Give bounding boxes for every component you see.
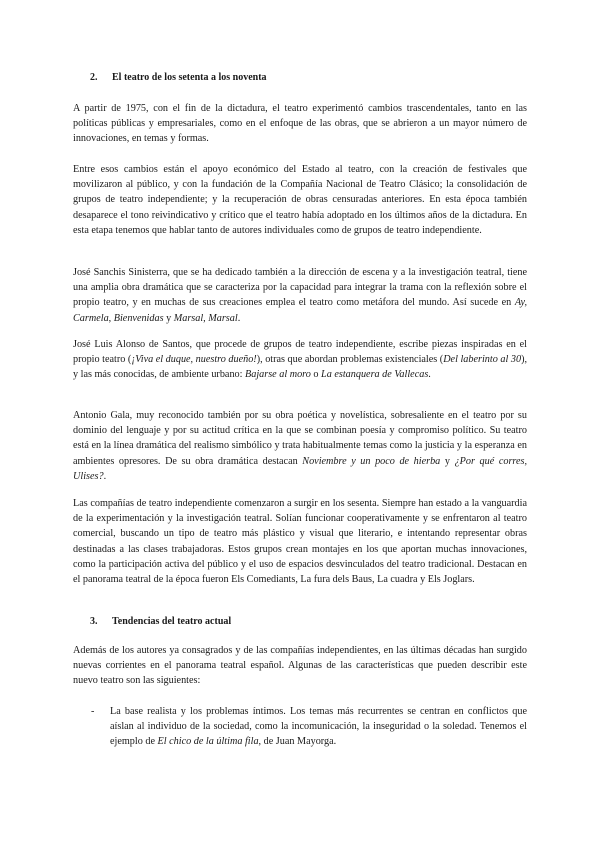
separator: y <box>163 312 174 324</box>
paragraph-3 <box>73 265 527 326</box>
separator: . <box>237 312 241 324</box>
section-3-number: 3. <box>90 616 98 627</box>
list-item-body: La base realista y los problemas íntimos. Los temas más recurrentes se centran en conflictos que aíslan al individuo de la sociedad, como la incomunicación, la inseguridad o la soledad. Tenemos el ejemplo de <box>110 706 527 748</box>
paragraph-7: Además de los autores ya consagrados y de las compañías independientes, en las últimas décadas han surgido nuevas corrientes en el panorama teatral español. Algunas de las características que pueden describir este nuevo teatro son las siguientes: <box>73 645 527 687</box>
section-2-number: 2. <box>90 72 98 83</box>
paragraph-1: A partir de 1975, con el fin de la dictadura, el teatro experimentó cambios trascendentales, tanto en las políticas públicas y empresariales, como en el enfoque de las obras, que se abrieron a un mayor número de innovaciones, en temas y formas. <box>73 103 527 145</box>
work-title: Ay, Carmela <box>73 297 527 324</box>
paragraph-6: Las compañías de teatro independiente comenzaron a surgir en los sesenta. Siempre han estado a la vanguardia de la experimentación y la investigación teatral. Solían funcionar cooperativamente y se enfrentaron al teatro comercial, buscando un tipo de teatro más plástico y visual que literario, e intentando representar obras destinadas a las clases trabajadoras. Estos grupos crean montajes en los que aportan muchas innovaciones, como la participación activa del público y el uso de espacios desvinculados del teatro tradicional. Destacan en el panorama teatral de la época fueron Els Comediants, La fura dels Baus, La cuadra y Els Joglars. <box>73 498 527 586</box>
paragraph-5 <box>73 408 527 484</box>
list-item <box>73 704 527 750</box>
work-title: Marsal, Marsal <box>173 312 238 324</box>
work-title: La estanquera de Vallecas <box>321 369 429 381</box>
section-3-title: Tendencias del teatro actual <box>112 616 232 627</box>
work-title: Del laberinto al 30 <box>443 354 522 366</box>
work-title: El chico de la última fila <box>157 736 259 748</box>
work-title: ¿Por qué corres, Ulises? <box>73 455 528 482</box>
paragraph-4-text: José Luis Alonso de Santos, que procede de grupos de teatro independiente, escribe piezas inspiradas en el propio teatro ( <box>73 339 527 366</box>
paragraph-4 <box>73 337 527 383</box>
work-title: Bajarse al moro <box>245 369 311 381</box>
paragraph-4-text: o <box>310 369 322 381</box>
bullet-dash: - <box>91 706 95 717</box>
separator: y <box>440 455 455 467</box>
work-title: Noviembre y un poco de hierba <box>302 455 441 467</box>
section-2-title: El teatro de los setenta a los noventa <box>112 72 267 83</box>
section-2-heading <box>90 72 267 83</box>
list-item-end: , de Juan Mayorga. <box>258 736 337 748</box>
paragraph-5-text: Antonio Gala, muy reconocido también por su obra poética y novelística, sobresaliente en el teatro por su dominio del lenguaje y por su actitud crítica en la que se combinan poesía y compromiso político. Su teatro está en la línea dramática del realismo simbólico y trata habitualmente temas como la justicia y la esperanza en ambientes opresores. De su obra dramática destacan <box>73 410 527 467</box>
paragraph-2: Entre esos cambios están el apoyo económico del Estado al teatro, con la creación de festivales que movilizaron al público, y con la fundación de la Compañía Nacional de Teatro Clásico; la consolidación de grupos de teatro independiente; y la recuperación de obras censuradas anteriores. En esta época también desaparece el tono reivindicativo y crítico que el teatro había adoptado en los últimos años de la dictadura. En esta etapa tenemos que hablar tanto de autores individuales como de grupos de teatro independiente. <box>73 164 527 236</box>
paragraph-3-text: José Sanchis Sinisterra, que se ha dedicado también a la dirección de escena y a la investigación teatral, tiene una amplia obra dramática que se caracteriza por la capacidad para integrar la trama con la reflexión sobre el propio teatro, y en muchas de sus creaciones emplea el teatro como metáfora del mundo. Así sucede en <box>73 267 527 309</box>
section-3-heading <box>90 616 231 627</box>
work-title: ¡Viva el duque, nuestro dueño! <box>131 354 257 366</box>
work-title: Bienvenidas <box>113 312 164 324</box>
paragraph-4-text: ), otras que abordan problemas existenciales ( <box>256 354 444 366</box>
list-item-text <box>110 704 527 750</box>
separator: . <box>428 369 431 381</box>
separator: . <box>103 470 107 482</box>
paragraph-4-text: ), y las más conocidas, de ambiente urbano: <box>73 354 528 381</box>
separator: , <box>108 312 114 324</box>
